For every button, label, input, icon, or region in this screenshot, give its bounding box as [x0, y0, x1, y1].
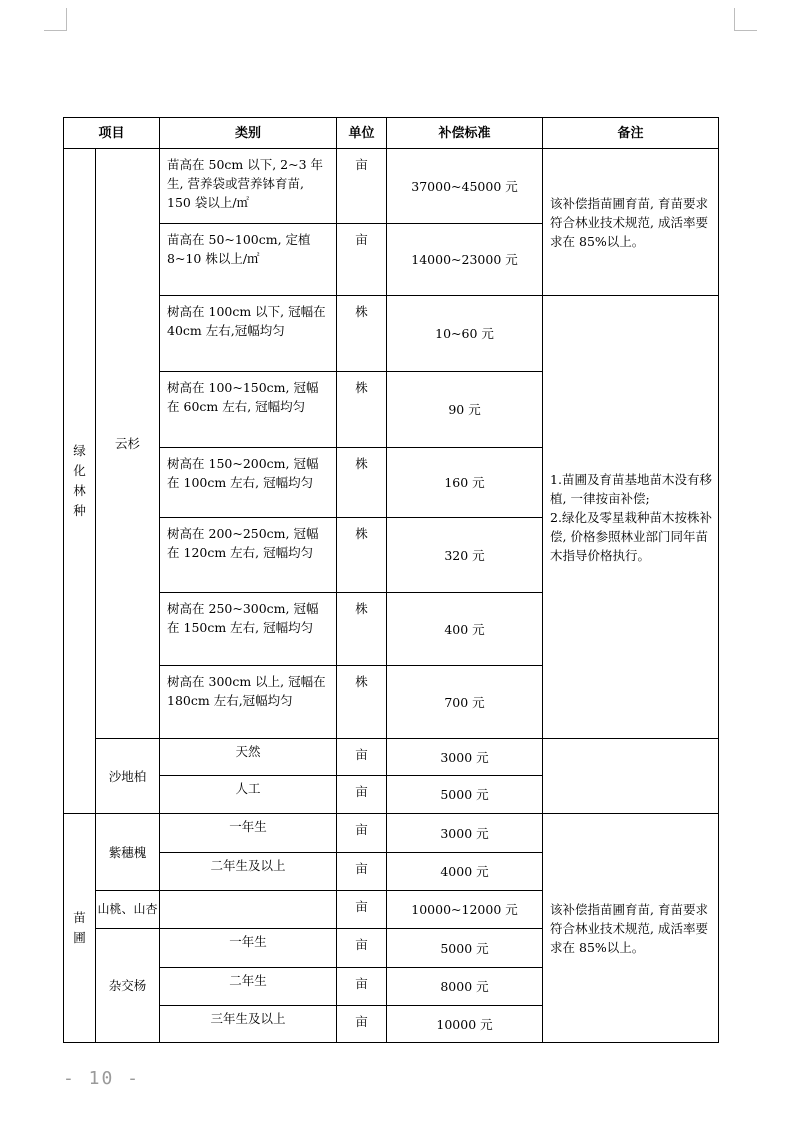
header-unit: 单位: [337, 118, 387, 149]
category-cell: 一年生: [160, 814, 337, 853]
category-cell: [160, 891, 337, 929]
unit-cell: 株: [337, 518, 387, 593]
category-cell: 树高在 300cm 以上, 冠幅在 180cm 左右,冠幅均匀: [160, 666, 337, 739]
table-row: [64, 149, 719, 224]
price-cell: 700 元: [387, 666, 543, 739]
unit-cell: 亩: [337, 814, 387, 853]
unit-cell: 株: [337, 448, 387, 518]
species-spruce: 云杉: [96, 149, 160, 739]
category-cell: 天然: [160, 739, 337, 776]
category-cell: 树高在 100~150cm, 冠幅在 60cm 左右, 冠幅均匀: [160, 372, 337, 448]
unit-cell: 亩: [337, 149, 387, 224]
section-label-nursery: 苗圃: [64, 814, 96, 1043]
price-cell: 14000~23000 元: [387, 224, 543, 296]
category-cell: 一年生: [160, 929, 337, 968]
header-category: 类别: [160, 118, 337, 149]
unit-cell: 亩: [337, 853, 387, 891]
species-poplar: 杂交杨: [96, 929, 160, 1043]
section-label-greening: 绿化林种: [64, 149, 96, 814]
table-row: [64, 814, 719, 853]
table-row: [64, 739, 719, 776]
unit-cell: 亩: [337, 929, 387, 968]
category-cell: 二年生及以上: [160, 853, 337, 891]
unit-cell: 株: [337, 372, 387, 448]
header-standard: 补偿标准: [387, 118, 543, 149]
species-sabina: 沙地柏: [96, 739, 160, 814]
category-cell: 苗高在 50cm 以下, 2~3 年生, 营养袋或营养钵育苗, 150 袋以上/㎡: [160, 149, 337, 224]
price-cell: 37000~45000 元: [387, 149, 543, 224]
category-cell: 苗高在 50~100cm, 定植 8~10 株以上/㎡: [160, 224, 337, 296]
unit-cell: 亩: [337, 224, 387, 296]
category-cell: 树高在 250~300cm, 冠幅在 150cm 左右, 冠幅均匀: [160, 593, 337, 666]
unit-cell: 株: [337, 593, 387, 666]
remark-transplant: 1.苗圃及育苗基地苗木没有移植, 一律按亩补偿; 2.绿化及零星栽种苗木按株补偿, 价格参照林业部门同年苗木指导价格执行。: [543, 296, 719, 739]
header-project: 项目: [64, 118, 160, 149]
unit-cell: 亩: [337, 1006, 387, 1043]
price-cell: 3000 元: [387, 739, 543, 776]
compensation-table: [63, 117, 719, 1043]
table-row: [64, 296, 719, 372]
price-cell: 10000 元: [387, 1006, 543, 1043]
category-cell: 人工: [160, 776, 337, 814]
price-cell: 160 元: [387, 448, 543, 518]
price-cell: 5000 元: [387, 929, 543, 968]
table-header-row: [64, 118, 719, 149]
category-cell: 树高在 150~200cm, 冠幅在 100cm 左右, 冠幅均匀: [160, 448, 337, 518]
page-number: - 10 -: [63, 1068, 141, 1089]
category-cell: 三年生及以上: [160, 1006, 337, 1043]
unit-cell: 株: [337, 296, 387, 372]
unit-cell: 亩: [337, 968, 387, 1006]
category-cell: 树高在 200~250cm, 冠幅在 120cm 左右, 冠幅均匀: [160, 518, 337, 593]
unit-cell: 亩: [337, 891, 387, 929]
crop-mark-top-left: [44, 8, 67, 31]
price-cell: 8000 元: [387, 968, 543, 1006]
species-peach: 山桃、山杏: [96, 891, 160, 929]
unit-cell: 亩: [337, 776, 387, 814]
unit-cell: 亩: [337, 739, 387, 776]
price-cell: 5000 元: [387, 776, 543, 814]
remark-nursery-spruce: 该补偿指苗圃育苗, 育苗要求符合林业技术规范, 成活率要求在 85%以上。: [543, 149, 719, 296]
price-cell: 3000 元: [387, 814, 543, 853]
category-cell: 树高在 100cm 以下, 冠幅在 40cm 左右,冠幅均匀: [160, 296, 337, 372]
price-cell: 400 元: [387, 593, 543, 666]
price-cell: 10~60 元: [387, 296, 543, 372]
category-cell: 二年生: [160, 968, 337, 1006]
price-cell: 90 元: [387, 372, 543, 448]
header-remarks: 备注: [543, 118, 719, 149]
price-cell: 10000~12000 元: [387, 891, 543, 929]
remark-empty: [543, 739, 719, 814]
price-cell: 4000 元: [387, 853, 543, 891]
species-sophora: 紫穗槐: [96, 814, 160, 891]
price-cell: 320 元: [387, 518, 543, 593]
crop-mark-top-right: [734, 8, 757, 31]
unit-cell: 株: [337, 666, 387, 739]
remark-nursery: 该补偿指苗圃育苗, 育苗要求符合林业技术规范, 成活率要求在 85%以上。: [543, 814, 719, 1043]
